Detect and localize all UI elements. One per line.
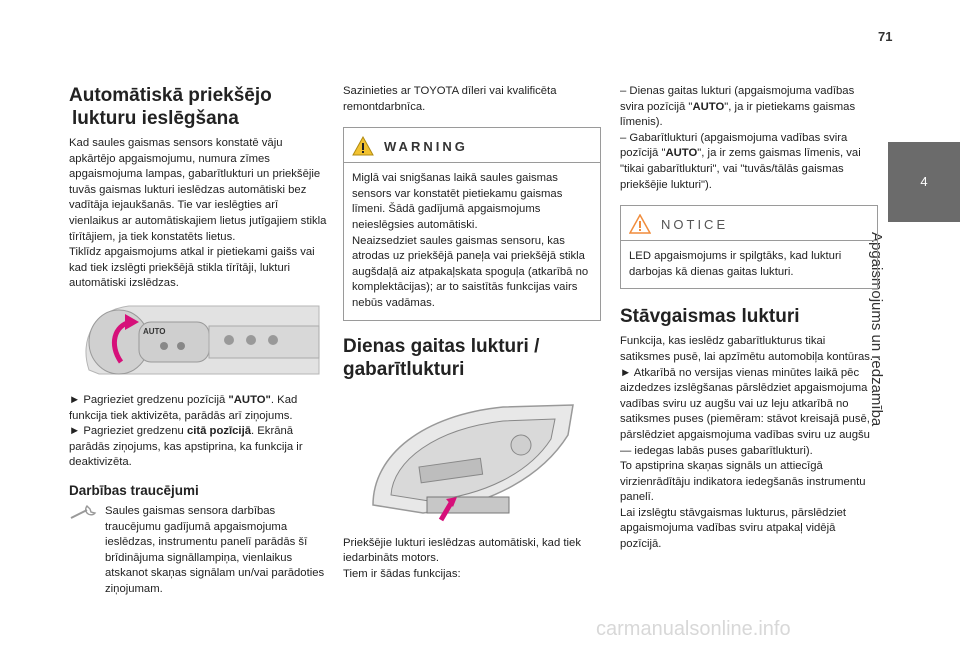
section-title-drl bbox=[343, 335, 601, 381]
notice-triangle-icon bbox=[629, 214, 651, 234]
watermark: carmanualsonline.info bbox=[596, 618, 791, 640]
chapter-tab[interactable]: 4 bbox=[888, 142, 960, 222]
parking-paragraph-3: To apstiprina skaņas signāls un attiecīgā virzienrādītāju indikatora iedegšanās instrumentu panelī. bbox=[620, 460, 866, 504]
drl-caption-1: Priekšējie lukturi ieslēdzas automātiski, kad tiek iedarbināts motors. bbox=[343, 536, 581, 565]
wrench-icon bbox=[69, 504, 99, 522]
drl-title-line-2: gabarītlukturi bbox=[343, 358, 465, 380]
warning-title: WARNING bbox=[384, 138, 468, 154]
auto-label: AUTO bbox=[143, 326, 166, 336]
chapter-label-text: Apgaismojums un redzamība bbox=[868, 232, 885, 427]
notice-text: LED apgaismojums ir spilgtāks, kad lukturi darbojas kā dienas gaitas lukturi. bbox=[629, 250, 842, 278]
intro-paragraph: Kad saules gaismas sensors konstatē vāju apkārtējo apgaismojumu, numura zīmes apgaismojuma lampas, gabarītlukturi un priekšējie tuvās gaismas lukturi ieslēdzas automātiski bez vadītāja iejaukšanās. Tie var ieslēgties arī vienlaikus ar automātiskajiem lietus jutīgajiem stikla tīrītājiem, ja tiek konstatēts lietus. bbox=[69, 137, 327, 243]
title-line-1: Automātiskā priekšējo bbox=[69, 85, 272, 106]
step-auto-on: ► Pagrieziet gredzenu pozīcijā "AUTO". Kad funkcija tiek aktivizēta, parādās arī ziņojums. bbox=[69, 393, 298, 422]
section-title-parking-lights: Stāvgaismas lukturi bbox=[620, 306, 800, 328]
headlamp-illustration bbox=[343, 395, 599, 523]
column-1 bbox=[69, 84, 327, 597]
drl-caption-2: Tiem ir šādas funkcijas: bbox=[343, 567, 461, 580]
subheading-malfunction: Darbības traucējumi bbox=[69, 482, 199, 498]
title-line-2: lukturu ieslēgšana bbox=[72, 108, 239, 129]
step-auto-off: ► Pagrieziet gredzenu citā pozīcijā. Ekrānā parādās ziņojums, kas apstiprina, ka funkcija ir deaktivizēta. bbox=[69, 425, 303, 469]
malfunction-note bbox=[69, 504, 327, 598]
contact-dealer: Sazinieties ar TOYOTA dīleri vai kvalificēta remontdarbnīca. bbox=[343, 85, 557, 113]
warning-box bbox=[343, 127, 601, 320]
parking-paragraph-1: Funkcija, kas ieslēdz gabarītlukturus tikai satiksmes pusē, lai apzīmētu automobiļa kontūras. bbox=[620, 335, 874, 363]
section-title-auto-lights bbox=[69, 84, 327, 130]
light-switch-illustration bbox=[69, 300, 325, 380]
drl-function-1: – Dienas gaitas lukturi (apgaismojuma vadības svira pozīcijā "AUTO", ja ir pietiekams gaismas līmenis). bbox=[620, 85, 856, 129]
malfunction-text: Saules gaismas sensora darbības traucējumu gadījumā apgaismojuma ieslēdzas, instrumentu panelī parādās šī brīdinājuma signāllampiņa, vienlaikus atskanot skaņas signālam un/vai parādoties ziņojumam. bbox=[105, 504, 325, 595]
column-3 bbox=[620, 84, 878, 553]
notice-title: NOTICE bbox=[661, 216, 729, 232]
warning-triangle-icon bbox=[352, 136, 374, 156]
drl-title-line-1: Dienas gaitas lukturi / bbox=[343, 335, 540, 357]
page-number: 71 bbox=[878, 29, 893, 44]
warning-text-2: Neaizsedziet saules gaismas sensoru, kas atrodas uz priekšējā paneļa vai priekšējā stikla augšdaļā aiz atpakaļskata spoguļa (atkarībā no komplektācijas); ar to saistītās funkcijas vairs nebūs vadāmas. bbox=[352, 234, 589, 309]
parking-paragraph-2: ► Atkarībā no versijas vienas minūtes laikā pēc aizdedzes izslēgšanas pārslēdziet apgaismojuma vadības sviru uz augšu vai uz leju atkarībā no satiksmes puses (piemēram: stāvot kreisajā pusē, pārslēdziet apgaismojuma vadības sviru uz augšu — iedegas labās puses gabarītlukturi). bbox=[620, 366, 870, 457]
drl-function-2: – Gabarītlukturi (apgaismojuma vadības svira pozīcijā "AUTO", ja ir zems gaismas līmenis, vai "tikai gabarītlukturi", vai "tuvās/tālās gaismas priekšējie lukturi"). bbox=[620, 131, 861, 191]
intro-paragraph-2: Tiklīdz apgaismojums atkal ir pietiekami gaišs vai kad tiek izslēgti priekšējā stikla tīrītāji, lukturi automātiski izslēdzas. bbox=[69, 246, 315, 290]
warning-text-1: Miglā vai snigšanas laikā saules gaismas sensors var konstatēt pietiekamu gaismas līmeni. Šādā gadījumā apgaismojums neieslēgsies automātiski. bbox=[352, 172, 563, 231]
notice-box bbox=[620, 205, 878, 289]
parking-paragraph-4: Lai izslēgtu stāvgaismas lukturus, pārslēdziet apgaismojuma vadības sviru atpakaļ vidējā pozīcijā. bbox=[620, 506, 847, 551]
column-2 bbox=[343, 84, 601, 582]
